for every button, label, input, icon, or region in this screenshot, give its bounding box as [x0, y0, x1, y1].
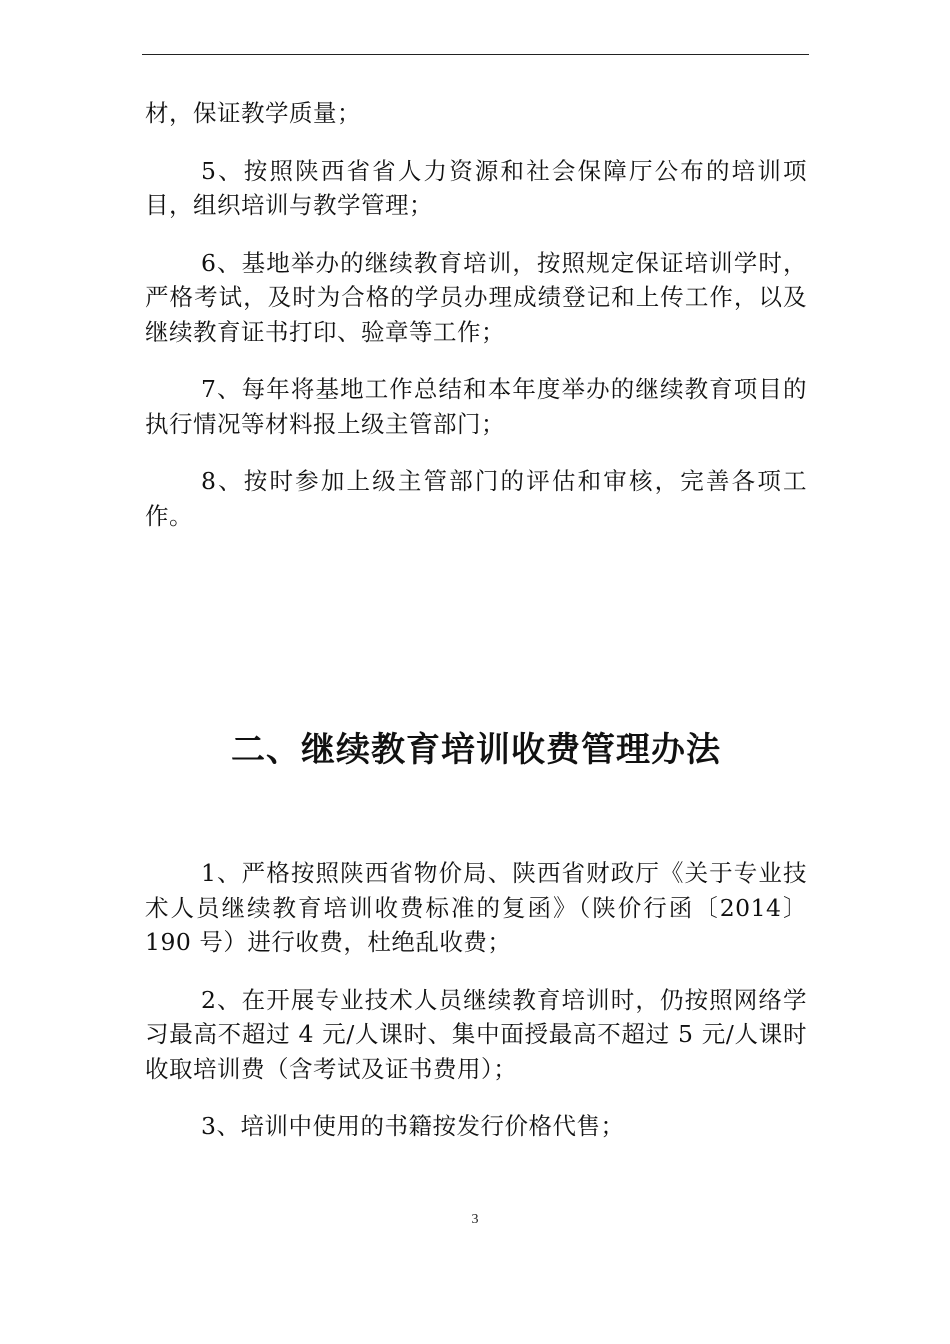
- paragraph-fee-2: 2、在开展专业技术人员继续教育培训时，仍按照网络学习最高不超过 4 元/人课时、集中面授最高不超过 5 元/人课时收取培训费（含考试及证书费用）；: [145, 985, 807, 1083]
- paragraph-continuation: 材，保证教学质量；: [145, 99, 361, 127]
- paragraph-fee-3: 3、培训中使用的书籍按发行价格代售；: [201, 1112, 625, 1140]
- section-title: 二、继续教育培训收费管理办法: [231, 730, 721, 770]
- document-body-bottom: [145, 856, 807, 1167]
- page-number: 3: [471, 1212, 479, 1227]
- paragraph-item-7: 7、每年将基地工作总结和本年度举办的继续教育项目的执行情况等材料报上级主管部门；: [145, 375, 807, 438]
- paragraph-item-5: 5、按照陕西省省人力资源和社会保障厅公布的培训项目，组织培训与教学管理；: [145, 156, 807, 219]
- paragraph-item-8: 8、按时参加上级主管部门的评估和审核，完善各项工作。: [145, 467, 807, 530]
- paragraph-fee-1: 1、严格按照陕西省物价局、陕西省财政厅《关于专业技术人员继续教育培训收费标准的复函》（陕价行函〔2014〕190 号）进行收费，杜绝乱收费；: [145, 859, 807, 956]
- header-rule: [142, 54, 809, 55]
- document-body-top: [145, 96, 807, 556]
- paragraph-item-6: 6、基地举办的继续教育培训，按照规定保证培训学时，严格考试，及时为合格的学员办理成绩登记和上传工作，以及继续教育证书打印、验章等工作；: [145, 248, 807, 346]
